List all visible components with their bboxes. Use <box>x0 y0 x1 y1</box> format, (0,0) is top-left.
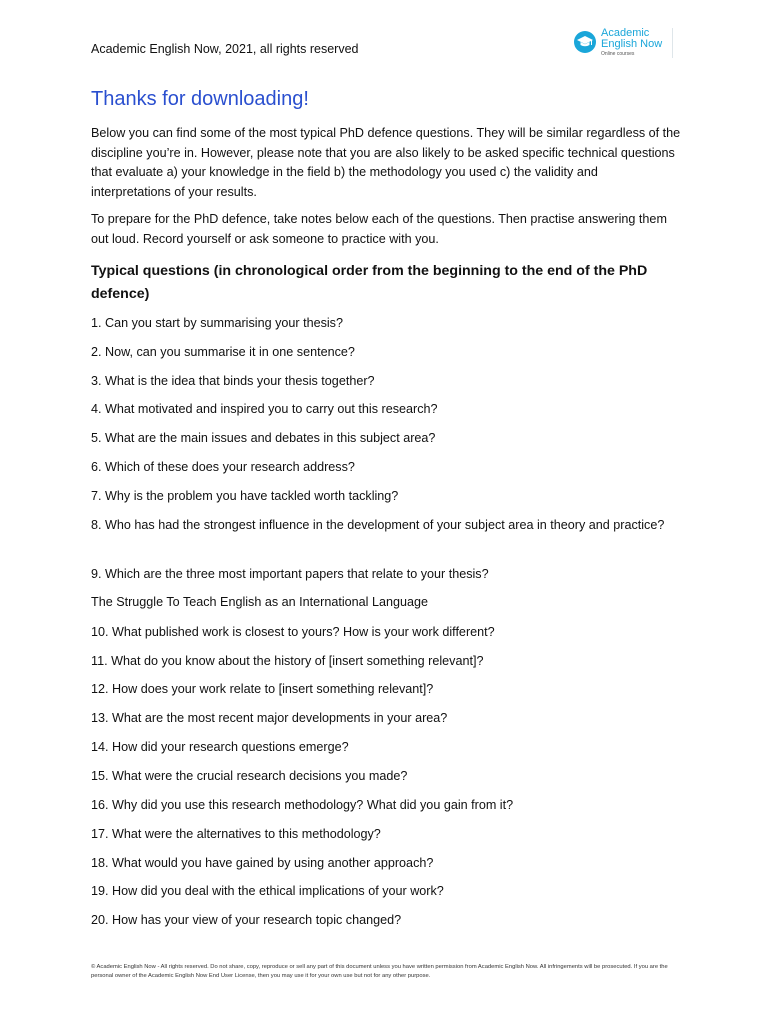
question-item: 16. Why did you use this research methodology? What did you gain from it? <box>91 798 514 812</box>
question-item: 15. What were the crucial research decisions you made? <box>91 769 408 783</box>
logo-line-1: Academic <box>601 27 650 39</box>
section-heading: Typical questions (in chronological order from the beginning to the end of the PhD defence) <box>91 263 648 302</box>
header-text: Academic English Now, 2021, all rights reserved <box>91 42 359 56</box>
question-item: 1. Can you start by summarising your thesis? <box>91 316 343 330</box>
intro-paragraph-2: To prepare for the PhD defence, take notes below each of the questions. Then practise answering them out loud. Record yourself or ask someone to practice with you. <box>91 212 667 246</box>
interjected-line: The Struggle To Teach English as an International Language <box>91 595 429 609</box>
intro-paragraph-1: Below you can find some of the most typical PhD defence questions. They will be similar regardless of the discipline you’re in. However, please note that you are also likely to be asked specific technical questions that evaluate a) your knowledge in the field b) the methodology you used c) the validity and interpretations of your results. <box>91 126 681 199</box>
question-item: 9. Which are the three most important papers that relate to your thesis? <box>91 567 489 581</box>
question-item: 6. Which of these does your research address? <box>91 460 355 474</box>
page-title: Thanks for downloading! <box>91 88 309 110</box>
question-item: 5. What are the main issues and debates in this subject area? <box>91 431 436 445</box>
question-item: 7. Why is the problem you have tackled worth tackling? <box>91 489 399 503</box>
logo-divider <box>672 28 673 58</box>
question-item: 8. Who has had the strongest influence in the development of your subject area in theory and practice? <box>91 518 665 532</box>
logo-line-2: English Now <box>601 38 663 50</box>
question-item: 19. How did you deal with the ethical implications of your work? <box>91 884 444 898</box>
academic-english-now-logo <box>574 28 662 57</box>
question-item: 17. What were the alternatives to this methodology? <box>91 827 381 841</box>
question-item: 3. What is the idea that binds your thesis together? <box>91 374 375 388</box>
graduation-cap-icon <box>574 31 596 53</box>
question-item: 2. Now, can you summarise it in one sentence? <box>91 345 355 359</box>
logo-subtitle: Online courses <box>601 51 635 57</box>
copyright-footer: © Academic English Now - All rights reserved. Do not share, copy, reproduce or sell any part of this document unless you have written permission from Academic English Now. All infringements will be prosecuted. If you are the personal owner of the Academic English Now End User License, then you may use it for your own use but not for any other purpose. <box>91 964 668 979</box>
question-item: 4. What motivated and inspired you to carry out this research? <box>91 402 438 416</box>
question-item: 12. How does your work relate to [insert something relevant]? <box>91 682 434 696</box>
question-item: 14. How did your research questions emerge? <box>91 740 349 754</box>
question-item: 11. What do you know about the history of [insert something relevant]? <box>91 654 484 668</box>
logo-wordmark <box>601 28 662 57</box>
question-item: 20. How has your view of your research topic changed? <box>91 913 402 927</box>
question-item: 18. What would you have gained by using another approach? <box>91 856 434 870</box>
question-item: 10. What published work is closest to yours? How is your work different? <box>91 625 495 639</box>
question-item: 13. What are the most recent major developments in your area? <box>91 711 448 725</box>
